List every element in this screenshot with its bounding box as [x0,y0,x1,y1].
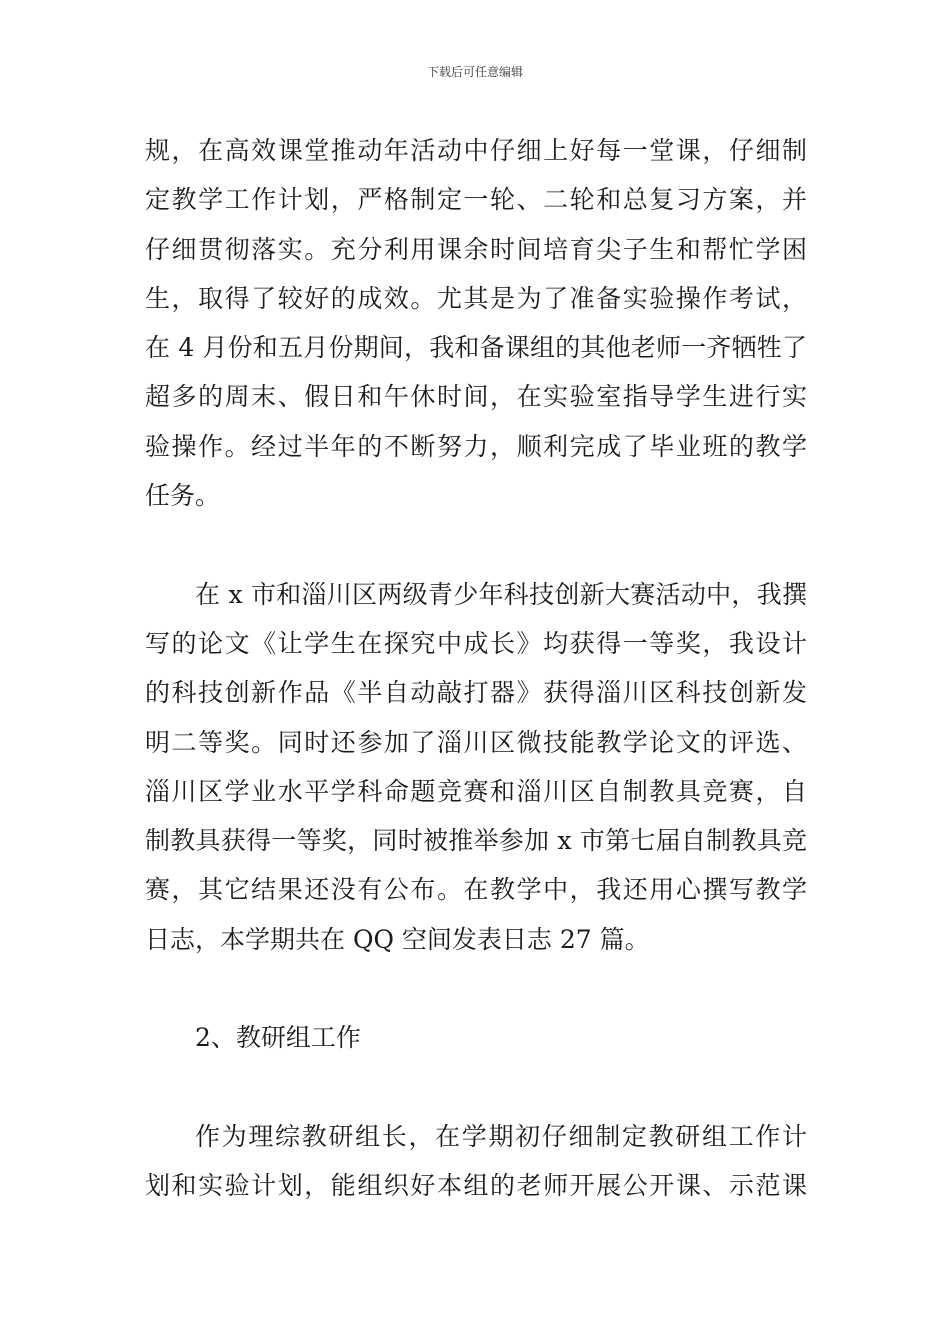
section-heading-text: 2、教研组工作 [195,1023,361,1053]
paragraph-gap [145,1063,807,1112]
text-line: 规，在高效课堂推动年活动中仔细上好每一堂课，仔细制 [145,136,807,165]
text-line: 的科技创新作品《半自动敲打器》获得淄川区科技创新发 [145,678,807,708]
text-line: 生，取得了较好的成效。尤其是为了准备实验操作考试， [145,283,807,313]
text-line: 赛，其它结果还没有公布。在教学中，我还用心撰写教学 [145,875,807,905]
text-line: 划和实验计划，能组织好本组的老师开展公开课、示范课 [145,1171,807,1201]
paragraph-gap [145,520,807,569]
text-line: 作为理综教研组长，在学期初仔细制定教研组工作计 [195,1121,807,1151]
paragraph-research-group [145,1112,807,1211]
text-line: 超多的周末、假日和午休时间，在实验室指导学生进行实 [145,382,807,412]
text-line: 日志，本学期共在 QQ 空间发表日志 27 篇。 [145,924,650,954]
text-line: 验操作。经过半年的不断努力，顺利完成了毕业班的教学 [145,431,807,461]
section-heading [145,1013,807,1062]
document-body [145,126,807,1211]
text-line: 制教具获得一等奖，同时被推举参加 x 市第七届自制教具竞 [145,826,807,856]
text-line: 仔细贯彻落实。充分利用课余时间培育尖子生和帮忙学困 [145,234,807,264]
paragraph-teaching-work [145,126,807,520]
text-line: 明二等奖。同时还参加了淄川区微技能教学论文的评选、 [145,727,807,757]
paragraph-awards [145,570,807,964]
paragraph-gap [145,964,807,1013]
text-line: 定教学工作计划，严格制定一轮、二轮和总复习方案，并 [145,185,807,215]
page-header: 下载后可任意编辑 [426,65,523,79]
text-line: 在 4 月份和五月份期间，我和备课组的其他老师一齐牺牲了 [145,333,807,363]
text-line: 任务。 [145,481,221,511]
text-line: 在 x 市和淄川区两级青少年科技创新大赛活动中，我撰 [195,579,807,609]
text-line: 淄川区学业水平学科命题竞赛和淄川区自制教具竞赛，自 [145,776,807,806]
text-line: 写的论文《让学生在探究中成长》均获得一等奖，我设计 [145,628,807,658]
